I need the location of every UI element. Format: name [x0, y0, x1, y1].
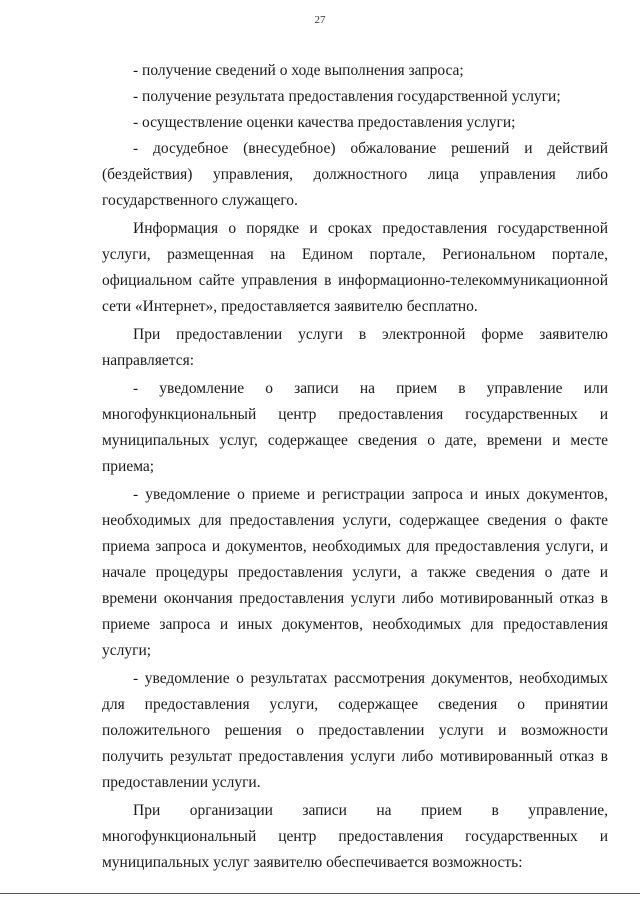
page-number: 27	[314, 14, 326, 26]
paragraph-status-info: - получение сведений о ходе выполнения запроса;	[133, 62, 464, 79]
paragraph-quality-assessment: - осуществление оценки качества предоставления услуги;	[133, 114, 516, 131]
paragraph-review-results: - уведомление о результатах рассмотрения документов, необходимых для предоставления услуги, содержащее сведения о принятии положительного решения о предоставлении услуги и возможности получить результат предоставления услуги либо мотивированный отказ в предоставлении услуги.	[102, 670, 608, 791]
paragraph-electronic-form: При предоставлении услуги в электронной форме заявителю направляется:	[102, 326, 608, 369]
paragraph-registration-notice: - уведомление о приеме и регистрации запроса и иных документов, необходимых для предоставления услуги, содержащее сведения о факте приема запроса и документов, необходимых для предоставления услуги, и начале процедуры предоставления услуги, а также сведения о дате и времени окончания предоставления услуги либо мотивированный отказ в приеме запроса и иных документов, необходимых для предоставления услуги;	[102, 486, 608, 659]
document-body	[102, 58, 608, 876]
paragraph-appointment-notice: - уведомление о записи на прием в управление или многофункциональный центр предоставления государственных и муниципальных услуг, содержащее сведения о дате, времени и месте приема;	[102, 380, 608, 475]
paragraph-info-free: Информация о порядке и сроках предоставления государственной услуги, размещенная на Едином портале, Региональном портале, официальном сайте управления в информационно-телекоммуникационной сети «Интернет», предоставляется заявителю бесплатно.	[102, 220, 608, 315]
bottom-divider	[0, 893, 640, 894]
paragraph-result: - получение результата предоставления государственной услуги;	[133, 88, 561, 105]
paragraph-pretrial-appeal: - досудебное (внесудебное) обжалование решений и действий (бездействия) управления, должностного лица управления либо государственного служащего.	[102, 140, 608, 209]
paragraph-appointment-organization: При организации записи на прием в управление, многофункциональный центр предоставления государственных и муниципальных услуг заявителю обеспечивается возможность:	[102, 802, 608, 871]
